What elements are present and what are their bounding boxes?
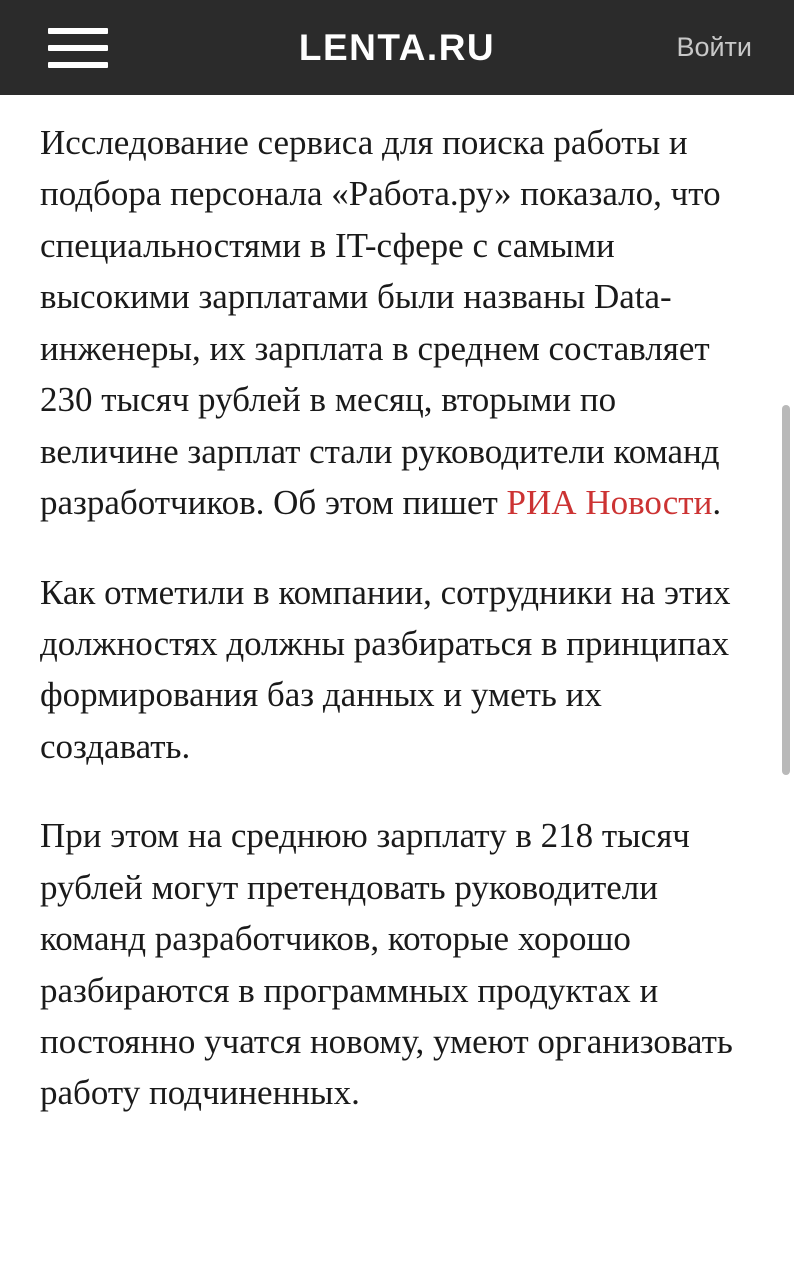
paragraph-text: Исследование сервиса для поиска работы и подбора персонала «Работа.ру» показало, что специальностями в IT-сфере с самыми высокими зарплатами были названы Data-инженеры, их зарплата в среднем составляет 230 тысяч рублей в месяц, вторыми по величине зарплат стали руководители команд разработчиков. Об этом пишет	[40, 123, 721, 523]
paragraph-text: Как отметили в компании, сотрудники на этих должностях должны разбираться в принципах формирования баз данных и уметь их создавать.	[40, 572, 731, 766]
site-logo	[0, 0, 794, 95]
article-paragraph	[40, 810, 750, 1119]
paragraph-text-tail: .	[712, 483, 722, 523]
scrollbar-thumb[interactable]	[782, 405, 790, 775]
source-link-ria-novosti[interactable]: РИА Новости	[506, 483, 713, 523]
article-paragraph	[40, 117, 750, 529]
vertical-scrollbar[interactable]	[782, 95, 790, 1280]
hamburger-line-3	[48, 62, 108, 68]
site-header	[0, 0, 794, 95]
hamburger-line-1	[48, 28, 108, 34]
article-body	[0, 95, 794, 1119]
article-paragraph	[40, 567, 750, 773]
login-button[interactable]: Войти	[676, 32, 752, 62]
hamburger-line-2	[48, 45, 108, 51]
hamburger-menu-icon[interactable]	[48, 28, 108, 68]
site-logo-text[interactable]: LENTA.RU	[298, 26, 496, 68]
paragraph-text: При этом на среднюю зарплату в 218 тысяч рублей могут претендовать руководители команд разработчиков, которые хорошо разбираются в программных продуктах и постоянно учатся новому, умеют организовать работу подчиненных.	[40, 816, 733, 1113]
